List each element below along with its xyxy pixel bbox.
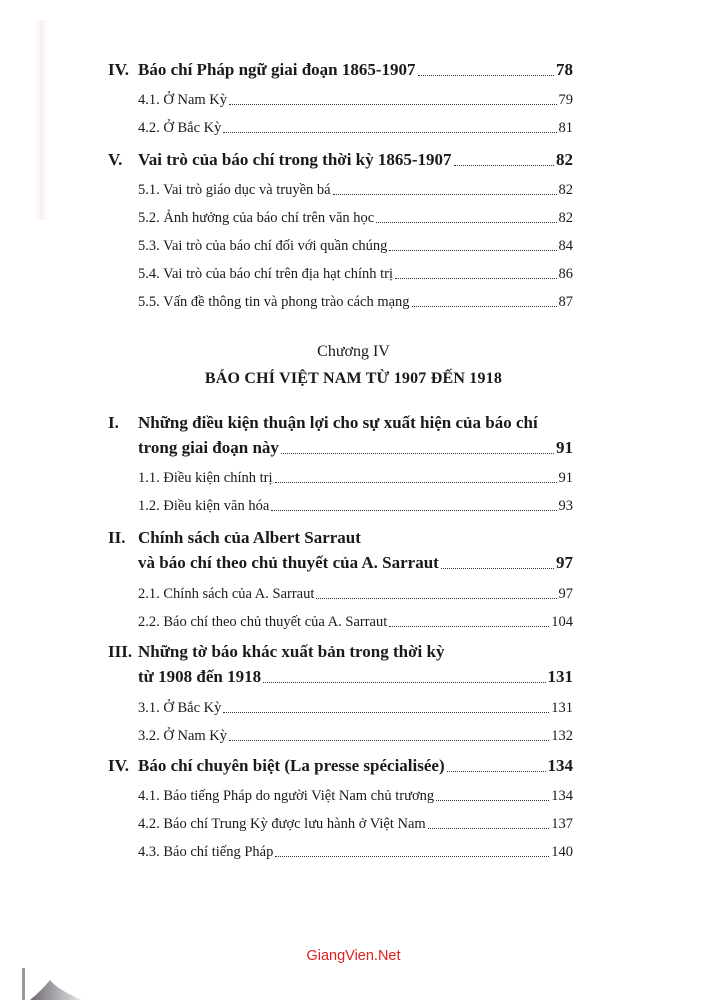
dot-leader bbox=[418, 74, 554, 76]
dot-leader bbox=[275, 481, 557, 483]
dot-leader bbox=[271, 509, 556, 511]
dot-leader bbox=[223, 131, 556, 133]
watermark-text: GiangVien.Net bbox=[306, 948, 401, 964]
toc-entry-page: 78 bbox=[556, 60, 573, 79]
toc-entry-subsection[interactable] bbox=[138, 700, 573, 717]
toc-entry-title: và báo chí theo chủ thuyết của A. Sarraut bbox=[138, 553, 439, 572]
toc-entry-page: 81 bbox=[558, 120, 573, 136]
toc-entry-title: 4.1. Ở Nam Kỳ bbox=[138, 92, 228, 108]
chapter-title: BÁO CHÍ VIỆT NAM TỪ 1907 ĐẾN 1918 bbox=[204, 370, 503, 387]
toc-entry-subsection[interactable] bbox=[138, 586, 573, 603]
toc-entry-title: 5.1. Vai trò giáo dục và truyền bá bbox=[138, 182, 331, 198]
toc-entry-title: 4.1. Báo tiếng Pháp do người Việt Nam chủ trương bbox=[138, 788, 435, 804]
dot-leader bbox=[389, 249, 556, 251]
toc-entry-page: 82 bbox=[558, 210, 573, 226]
toc-entry-title: 4.2. Ở Bắc Kỳ bbox=[138, 120, 222, 136]
toc-entry-page: 104 bbox=[551, 614, 573, 630]
dot-leader bbox=[454, 164, 554, 166]
toc-entry-subsection[interactable] bbox=[138, 238, 573, 255]
toc-entry-title: 2.1. Chính sách của A. Sarraut bbox=[138, 586, 315, 602]
dot-leader bbox=[428, 827, 550, 829]
toc-entry-page: 82 bbox=[558, 182, 573, 198]
toc-entry-title: Báo chí Pháp ngữ giai đoạn 1865-1907 bbox=[138, 60, 416, 79]
toc-entry-title: 5.4. Vai trò của báo chí trên địa hạt chính trị bbox=[138, 266, 394, 282]
dot-leader bbox=[412, 305, 557, 307]
toc-entry-page: 87 bbox=[558, 294, 573, 310]
toc-entry-title: 2.2. Báo chí theo chủ thuyết của A. Sarraut bbox=[138, 614, 388, 630]
dot-leader bbox=[447, 770, 546, 772]
toc-entry-subsection[interactable] bbox=[138, 182, 573, 199]
section-numeral: IV. bbox=[108, 756, 129, 775]
toc-entry-subsection[interactable] bbox=[138, 294, 573, 311]
dot-leader bbox=[316, 597, 556, 599]
toc-entry-page: 132 bbox=[551, 728, 573, 744]
toc-entry-subsection[interactable] bbox=[138, 92, 573, 109]
toc-entry-title: Vai trò của báo chí trong thời kỳ 1865-1907 bbox=[138, 150, 452, 169]
chapter-label: Chương IV bbox=[317, 343, 390, 360]
dot-leader bbox=[223, 711, 549, 713]
toc-entry-subsection[interactable] bbox=[138, 728, 573, 745]
page-corner-shadow bbox=[22, 960, 82, 1000]
page-binding-edge bbox=[34, 20, 48, 220]
toc-entry-page: 97 bbox=[558, 586, 573, 602]
toc-entry-section[interactable] bbox=[138, 667, 573, 687]
section-numeral: I. bbox=[108, 413, 119, 432]
section-numeral: II. bbox=[108, 528, 126, 547]
toc-entry-title-line1: Chính sách của Albert Sarraut bbox=[138, 528, 361, 547]
toc-entry-section[interactable] bbox=[138, 756, 573, 776]
toc-entry-subsection[interactable] bbox=[138, 816, 573, 833]
toc-entry-title: 3.1. Ở Bắc Kỳ bbox=[138, 700, 222, 716]
toc-entry-title: 1.1. Điều kiện chính trị bbox=[138, 470, 273, 486]
dot-leader bbox=[229, 739, 549, 741]
toc-entry-title: 4.2. Báo chí Trung Kỳ được lưu hành ở Việt Nam bbox=[138, 816, 426, 832]
toc-entry-title: 5.2. Ảnh hưởng của báo chí trên văn học bbox=[138, 210, 375, 226]
dot-leader bbox=[395, 277, 556, 279]
dot-leader bbox=[376, 221, 556, 223]
dot-leader bbox=[389, 625, 549, 627]
toc-entry-section[interactable] bbox=[138, 438, 573, 458]
toc-entry-page: 91 bbox=[556, 438, 573, 457]
toc-entry-section[interactable] bbox=[138, 60, 573, 80]
toc-entry-subsection[interactable] bbox=[138, 470, 573, 487]
toc-entry-title-line1: Những tờ báo khác xuất bản trong thời kỳ bbox=[138, 642, 445, 661]
toc-entry-section[interactable] bbox=[138, 553, 573, 573]
toc-entry-page: 97 bbox=[556, 553, 573, 572]
toc-entry-title: Báo chí chuyên biệt (La presse spécialisée) bbox=[138, 756, 445, 775]
toc-entry-page: 91 bbox=[558, 470, 573, 486]
toc-entry-title: từ 1908 đến 1918 bbox=[138, 667, 262, 686]
toc-entry-page: 93 bbox=[558, 498, 573, 514]
toc-entry-title: 5.5. Vấn đề thông tin và phong trào cách mạng bbox=[138, 294, 410, 310]
toc-entry-page: 134 bbox=[547, 756, 573, 775]
dot-leader bbox=[441, 567, 554, 569]
toc-entry-title-line1: Những điều kiện thuận lợi cho sự xuất hiện của báo chí bbox=[138, 413, 538, 432]
dot-leader bbox=[281, 452, 554, 454]
toc-entry-page: 137 bbox=[551, 816, 573, 832]
toc-entry-subsection[interactable] bbox=[138, 844, 573, 861]
toc-entry-subsection[interactable] bbox=[138, 120, 573, 137]
toc-entry-page: 82 bbox=[556, 150, 573, 169]
toc-entry-subsection[interactable] bbox=[138, 614, 573, 631]
toc-entry-title: trong giai đoạn này bbox=[138, 438, 279, 457]
toc-entry-title: 3.2. Ở Nam Kỳ bbox=[138, 728, 228, 744]
section-numeral: III. bbox=[108, 642, 133, 661]
toc-entry-page: 140 bbox=[551, 844, 573, 860]
section-numeral: IV. bbox=[108, 60, 129, 79]
dot-leader bbox=[333, 193, 557, 195]
toc-entry-page: 84 bbox=[558, 238, 573, 254]
toc-entry-page: 79 bbox=[558, 92, 573, 108]
dot-leader bbox=[275, 855, 549, 857]
toc-entry-page: 134 bbox=[551, 788, 573, 804]
toc-entry-subsection[interactable] bbox=[138, 498, 573, 515]
toc-entry-page: 131 bbox=[551, 700, 573, 716]
toc-entry-title: 1.2. Điều kiện văn hóa bbox=[138, 498, 270, 514]
dot-leader bbox=[263, 681, 545, 683]
toc-entry-subsection[interactable] bbox=[138, 788, 573, 805]
toc-entry-title: 4.3. Báo chí tiếng Pháp bbox=[138, 844, 274, 860]
toc-entry-section[interactable] bbox=[138, 150, 573, 170]
toc-entry-title: 5.3. Vai trò của báo chí đối với quần chúng bbox=[138, 238, 388, 254]
toc-entry-page: 86 bbox=[558, 266, 573, 282]
dot-leader bbox=[229, 103, 556, 105]
toc-entry-subsection[interactable] bbox=[138, 210, 573, 227]
toc-entry-subsection[interactable] bbox=[138, 266, 573, 283]
section-numeral: V. bbox=[108, 150, 123, 169]
toc-entry-page: 131 bbox=[547, 667, 573, 686]
dot-leader bbox=[436, 799, 549, 801]
